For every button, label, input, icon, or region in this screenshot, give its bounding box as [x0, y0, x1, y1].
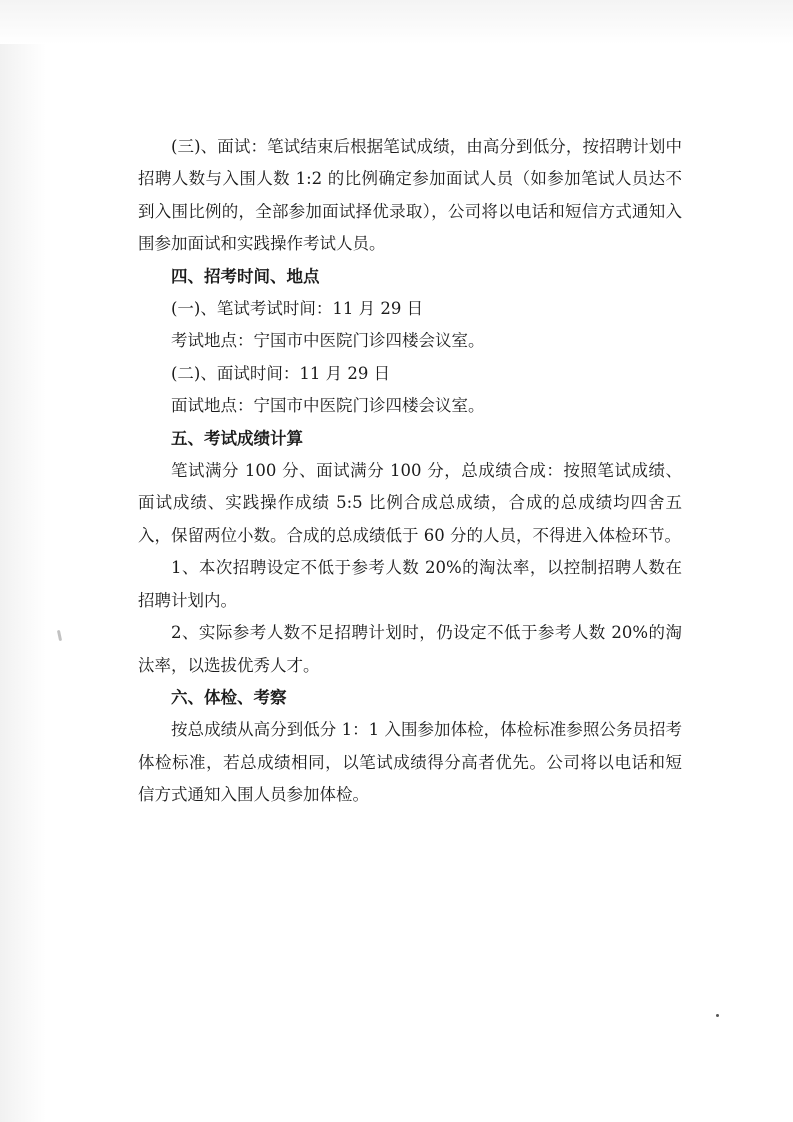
paragraph-interview: (三)、面试：笔试结束后根据笔试成绩，由高分到低分，按招聘计划中招聘人数与入围人数 1:2 的比例确定参加面试人员（如参加笔试人员达不到入围比例的，全部参加面试择优录取），公司将以电话和短信方式通知入围参加面试和实践操作考试人员。 [138, 137, 682, 254]
scan-shadow-top [0, 0, 793, 44]
paragraph-interview-place: 面试地点：宁国市中医院门诊四楼会议室。 [171, 396, 485, 416]
paragraph-score-composition: 笔试满分 100 分、面试满分 100 分，总成绩合成：按照笔试成绩、面试成绩、实践操作成绩 5:5 比例合成总成绩，合成的总成绩均四舍五入，保留两位小数。合成的总成绩低于 60 分的人员，不得进入体检环节。 [138, 461, 682, 545]
scan-dot [716, 1014, 719, 1017]
document-page [138, 131, 682, 812]
paragraph-interview-time: (二)、面试时间：11 月 29 日 [171, 363, 391, 383]
paragraph-physical-exam: 按总成绩从高分到低分 1：1 入围参加体检，体检标准参照公务员招考体检标准，若总成绩相同，以笔试成绩得分高者优先。公司将以电话和短信方式通知入围人员参加体检。 [138, 720, 682, 805]
paragraph-written-exam-place: 考试地点：宁国市中医院门诊四楼会议室。 [171, 331, 485, 351]
paragraph-elimination-rate-2: 2、实际参考人数不足招聘计划时，仍设定不低于参考人数 20%的淘汰率，以选拔优秀人才。 [138, 623, 682, 675]
scan-speck [57, 630, 62, 641]
heading-score-calculation: 五、考试成绩计算 [171, 428, 303, 448]
paragraph-written-exam-time: (一)、笔试考试时间：11 月 29 日 [171, 299, 424, 319]
heading-exam-time-place: 四、招考时间、地点 [171, 266, 320, 286]
paragraph-elimination-rate-1: 1、本次招聘设定不低于参考人数 20%的淘汰率，以控制招聘人数在招聘计划内。 [138, 558, 682, 610]
heading-physical-exam: 六、体检、考察 [171, 687, 287, 707]
scan-shadow-left [0, 0, 46, 1122]
